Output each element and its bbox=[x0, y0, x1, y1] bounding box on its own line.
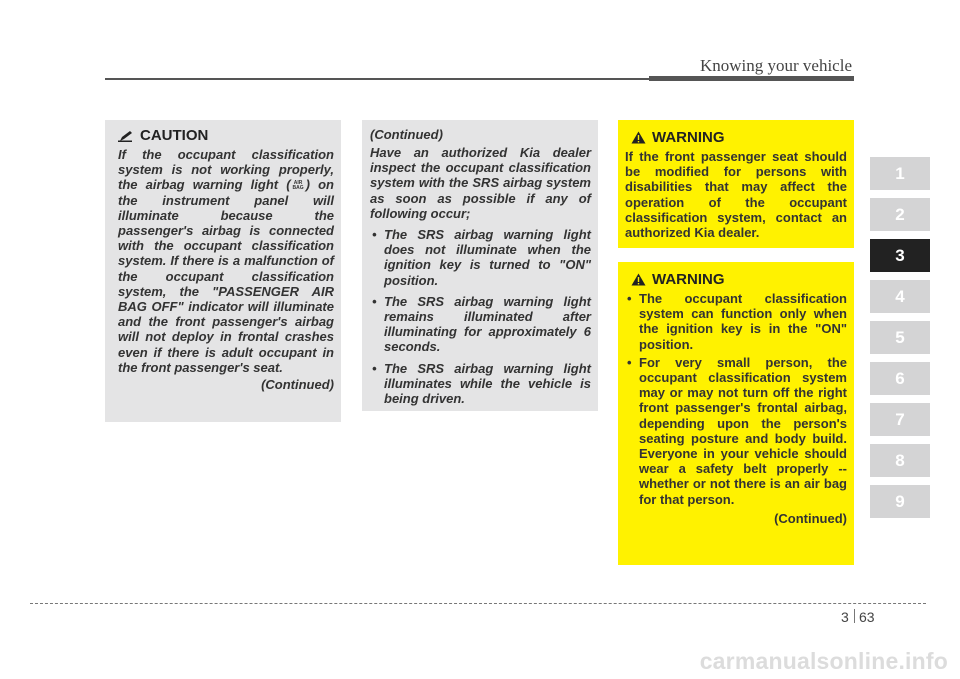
caution-text-before: If the occupant classification system is not working properly, the airbag warning light ( bbox=[118, 147, 334, 193]
warning-heading-label-2: WARNING bbox=[652, 271, 725, 288]
continued-intro: Have an authorized Kia dealer inspect the occupant classification system with the SRS airbag system as soon as possible if any of following occur; bbox=[370, 145, 591, 221]
chapter-tab-2[interactable]: 2 bbox=[870, 198, 930, 231]
airbag-warning-icon bbox=[293, 181, 304, 191]
page-header-title: Knowing your vehicle bbox=[699, 56, 852, 75]
chapter-tab-1[interactable]: 1 bbox=[870, 157, 930, 190]
airbag-icon-bottom: BAG bbox=[292, 184, 304, 191]
caution-continued: (Continued) bbox=[261, 377, 334, 393]
watermark: carmanualsonline.info bbox=[699, 648, 948, 674]
airbag-icon-top: AIR bbox=[293, 179, 303, 186]
chapter-tab-9[interactable]: 9 bbox=[870, 485, 930, 518]
continued-label: (Continued) bbox=[370, 127, 443, 142]
warning-triangle-icon bbox=[631, 131, 646, 144]
warning-text-1: If the front passenger seat should be modified for persons with disabilities that may affect the operation of the occupant classification system, contact an authorized Kia dealer. bbox=[625, 149, 847, 241]
list-item: • The occupant classification system can function only when the ignition key is in the "ON" position. bbox=[625, 291, 847, 352]
continued-list bbox=[370, 227, 591, 406]
footer-page-number: 63 bbox=[859, 609, 875, 625]
continued-box bbox=[362, 120, 598, 411]
caution-text-after: ) on the instrument panel will illuminate because the passenger's airbag is connected with the occupant classification system. If there is a malfunction of the occupant classification system, the "PASSENGER AIR BAG OFF" indicator will illuminate and the front passenger's airbag will not deploy in frontal crashes even if there is adult occupant in the front passenger's seat. bbox=[118, 177, 334, 375]
warning-box-2 bbox=[618, 262, 854, 565]
chapter-tab-5[interactable]: 5 bbox=[870, 321, 930, 354]
chapter-tab-8[interactable]: 8 bbox=[870, 444, 930, 477]
footer-rule bbox=[30, 603, 926, 604]
warning-list-2 bbox=[625, 291, 847, 507]
header-rule bbox=[105, 78, 649, 80]
list-item: • The SRS airbag warning light illuminates while the vehicle is being driven. bbox=[370, 361, 591, 407]
warning-heading-label-1: WARNING bbox=[652, 129, 725, 146]
header-rule-thick bbox=[649, 76, 854, 81]
warning-heading-1 bbox=[625, 129, 847, 146]
chapter-tab-7[interactable]: 7 bbox=[870, 403, 930, 436]
list-item: • For very small person, the occupant classification system may or may not turn off the right front passenger's frontal airbag, depending upon the person's seating posture and body build. Everyone in your vehicle should wear a safety belt properly -- whether or not there is an air bag for that person. bbox=[625, 355, 847, 507]
caution-text bbox=[118, 147, 334, 375]
footer-separator bbox=[854, 609, 855, 623]
footer-chapter-number: 3 bbox=[841, 609, 849, 625]
caution-heading bbox=[118, 127, 334, 144]
warning-box-1 bbox=[618, 120, 854, 248]
chapter-tab-4[interactable]: 4 bbox=[870, 280, 930, 313]
list-item: • The SRS airbag warning light does not illuminate when the ignition key is turned to "ON" position. bbox=[370, 227, 591, 288]
warning-continued: (Continued) bbox=[774, 510, 847, 526]
pencil-icon bbox=[118, 130, 134, 142]
chapter-tab-3[interactable]: 3 bbox=[870, 239, 930, 272]
warning-triangle-icon bbox=[631, 273, 646, 286]
caution-box bbox=[105, 120, 341, 422]
list-item: • The SRS airbag warning light remains illuminated after illuminating for approximately 6 seconds. bbox=[370, 294, 591, 355]
chapter-tab-6[interactable]: 6 bbox=[870, 362, 930, 395]
caution-heading-label: CAUTION bbox=[140, 127, 209, 144]
warning-heading-2 bbox=[625, 271, 847, 288]
